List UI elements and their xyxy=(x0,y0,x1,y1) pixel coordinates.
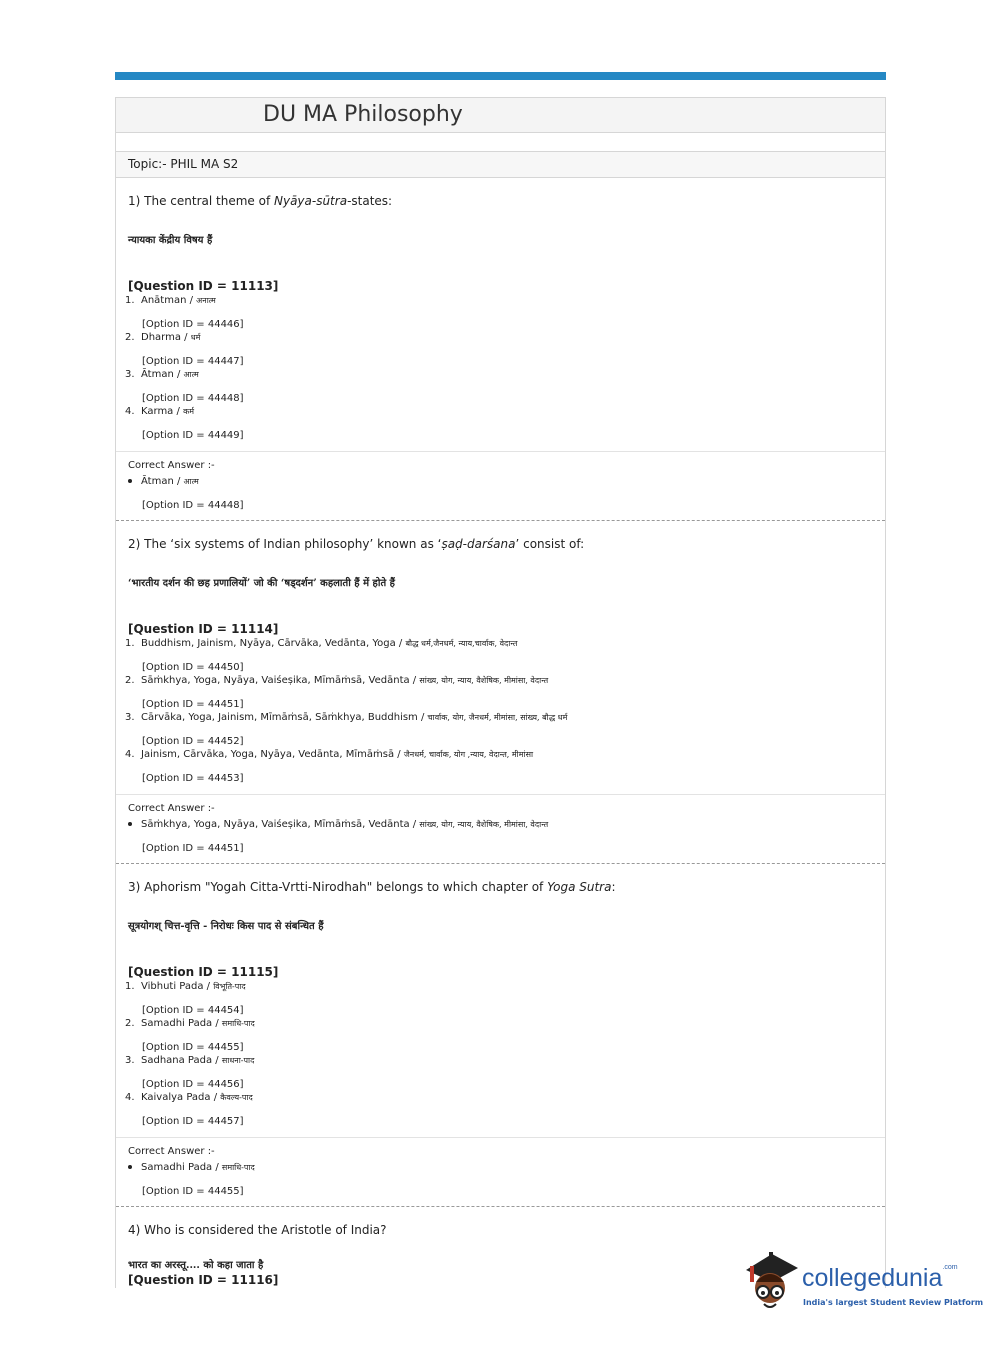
correct-answer-option-id: [Option ID = 44448] xyxy=(142,500,244,511)
question-text xyxy=(128,1223,885,1237)
question-text xyxy=(128,194,885,208)
option-number: 2. xyxy=(125,1018,135,1029)
option-hindi: जैनधर्म, चार्वाक, योग ,न्याय, वेदान्त, मीमांसा xyxy=(403,750,534,759)
option-id: [Option ID = 44450] xyxy=(142,662,244,673)
bullet-icon xyxy=(128,479,132,483)
option-id: [Option ID = 44447] xyxy=(142,356,244,367)
correct-answer-hindi: समाधि-पाद xyxy=(221,1163,255,1172)
question-text-start: Who is considered the Aristotle of India? xyxy=(144,1223,387,1237)
option-text: Anātman / xyxy=(141,295,193,306)
option-item xyxy=(125,638,885,649)
logo-wordmark: collegedunia$^{.com}$ xyxy=(802,1264,958,1292)
option-hindi: सांख्य, योग, न्याय, वैशेषिक, मीमांसा, वेदान्त xyxy=(419,676,549,685)
option-item xyxy=(125,332,885,343)
option-hindi: धर्म xyxy=(190,333,201,342)
question-paper xyxy=(115,97,886,1288)
option-item xyxy=(125,1092,885,1103)
question-text-italic: ṣaḍ-darśana xyxy=(441,537,516,551)
collegedunia-logo xyxy=(742,1248,984,1318)
correct-answer-label: Correct Answer :- xyxy=(128,460,215,471)
option-item xyxy=(125,1055,885,1066)
option-item xyxy=(125,675,885,686)
question-separator xyxy=(116,863,885,864)
correct-answer-text: Ātman / xyxy=(141,476,181,487)
question-text xyxy=(128,537,885,551)
option-item xyxy=(125,981,885,992)
option-hindi: बौद्ध धर्म,जैनधर्म, न्याय,चार्वाक, वेदान्त xyxy=(405,639,518,648)
correct-answer-hindi: सांख्य, योग, न्याय, वैशेषिक, मीमांसा, वेदान्त xyxy=(419,820,549,829)
option-hindi: कैवल्य-पाद xyxy=(220,1093,253,1102)
option-id: [Option ID = 44455] xyxy=(142,1042,244,1053)
option-number: 1. xyxy=(125,295,135,306)
correct-answer-label: Correct Answer :- xyxy=(128,1146,215,1157)
correct-answer-option xyxy=(128,1162,885,1173)
question-text-end: : xyxy=(611,880,616,894)
question-hindi: न्यायका केंद्रीय विषय हैं xyxy=(128,235,213,246)
question-separator xyxy=(116,520,885,521)
option-text: Buddhism, Jainism, Nyāya, Cārvāka, Vedānta, Yoga / xyxy=(141,638,403,649)
option-text: Jainism, Cārvāka, Yoga, Nyāya, Vedānta, Mīmāṁsā / xyxy=(141,749,401,760)
option-id: [Option ID = 44448] xyxy=(142,393,244,404)
question-number: 4) xyxy=(128,1223,141,1237)
question-text-italic: Yoga Sutra xyxy=(547,880,612,894)
question-text-italic: Nyāya-sūtra xyxy=(273,194,348,208)
question-list xyxy=(116,194,885,1287)
question-id: [Question ID = 11113] xyxy=(128,279,279,293)
page-title: DU MA Philosophy xyxy=(263,102,463,127)
option-id: [Option ID = 44451] xyxy=(142,699,244,710)
topic-label: Topic:- PHIL MA S2 xyxy=(116,152,885,178)
option-item xyxy=(125,712,885,723)
correct-answer-section xyxy=(116,794,885,854)
correct-answer-hindi: आत्म xyxy=(183,477,199,486)
option-id: [Option ID = 44449] xyxy=(142,430,244,441)
question-hindi: भारत का अरस्तू.... को कहा जाता है xyxy=(128,1260,264,1271)
title-row xyxy=(116,98,885,133)
option-hindi: अनात्म xyxy=(196,296,216,305)
option-id: [Option ID = 44446] xyxy=(142,319,244,330)
option-id: [Option ID = 44454] xyxy=(142,1005,244,1016)
option-hindi: चार्वाक, योग, जैनधर्म, मीमांसा, सांख्य, बौद्ध धर्म xyxy=(427,713,568,722)
mascot-icon xyxy=(742,1248,802,1318)
option-number: 1. xyxy=(125,638,135,649)
question-number: 1) xyxy=(128,194,141,208)
question-hindi: ‘भारतीय दर्शन की छह प्रणालियों’ जो की ‘षड्दर्शन’ कहलाती हैं में होते हैं xyxy=(128,578,395,589)
question-text-end: -states: xyxy=(347,194,393,208)
option-text: Sadhana Pada / xyxy=(141,1055,219,1066)
option-number: 3. xyxy=(125,1055,135,1066)
question-id: [Question ID = 11116] xyxy=(128,1273,279,1287)
question-text-start: Aphorism "Yogah Citta-Vrtti-Nirodhah" belongs to which chapter of xyxy=(144,880,548,894)
option-text: Karma / xyxy=(141,406,180,417)
option-text: Samadhi Pada / xyxy=(141,1018,219,1029)
correct-answer-text: Samadhi Pada / xyxy=(141,1162,219,1173)
option-text: Cārvāka, Yoga, Jainism, Mīmāṁsā, Sāṁkhya, Buddhism / xyxy=(141,712,425,723)
question-text-start: The central theme of xyxy=(144,194,274,208)
option-text: Kaivalya Pada / xyxy=(141,1092,218,1103)
option-id: [Option ID = 44453] xyxy=(142,773,244,784)
option-hindi: आत्म xyxy=(183,370,199,379)
option-item xyxy=(125,406,885,417)
correct-answer-text: Sāṁkhya, Yoga, Nyāya, Vaiśeṣika, Mīmāṁsā, Vedānta / xyxy=(141,819,417,830)
option-number: 4. xyxy=(125,406,135,417)
option-number: 2. xyxy=(125,675,135,686)
option-text: Ātman / xyxy=(141,369,181,380)
question-block xyxy=(116,537,885,864)
option-number: 2. xyxy=(125,332,135,343)
option-hindi: विभूति-पाद xyxy=(213,982,246,991)
option-hindi: समाधि-पाद xyxy=(221,1019,255,1028)
option-number: 3. xyxy=(125,712,135,723)
correct-answer-section xyxy=(116,1137,885,1197)
bullet-icon xyxy=(128,1165,132,1169)
question-number: 2) xyxy=(128,537,141,551)
question-block xyxy=(116,194,885,521)
option-id: [Option ID = 44456] xyxy=(142,1079,244,1090)
top-accent-bar xyxy=(115,72,886,80)
option-number: 4. xyxy=(125,1092,135,1103)
correct-answer-option-id: [Option ID = 44455] xyxy=(142,1186,244,1197)
question-separator xyxy=(116,1206,885,1207)
option-item xyxy=(125,749,885,760)
bullet-icon xyxy=(128,822,132,826)
correct-answer-option-id: [Option ID = 44451] xyxy=(142,843,244,854)
option-id: [Option ID = 44457] xyxy=(142,1116,244,1127)
correct-answer-label: Correct Answer :- xyxy=(128,803,215,814)
option-hindi: कर्म xyxy=(183,407,194,416)
option-item xyxy=(125,295,885,306)
question-id: [Question ID = 11115] xyxy=(128,965,279,979)
correct-answer-section xyxy=(116,451,885,511)
option-number: 3. xyxy=(125,369,135,380)
correct-answer-option xyxy=(128,819,885,830)
question-id: [Question ID = 11114] xyxy=(128,622,279,636)
question-text-start: The ‘six systems of Indian philosophy’ known as ‘ xyxy=(144,537,442,551)
correct-answer-option xyxy=(128,476,885,487)
question-number: 3) xyxy=(128,880,141,894)
option-text: Vibhuti Pada / xyxy=(141,981,211,992)
option-text: Dharma / xyxy=(141,332,188,343)
logo-tagline: India's largest Student Review Platform xyxy=(803,1298,984,1307)
option-text: Sāṁkhya, Yoga, Nyāya, Vaiśeṣika, Mīmāṁsā, Vedānta / xyxy=(141,675,417,686)
question-hindi: सूत्रयोगश् चित्त-वृत्ति - निरोधः किस पाद से संबन्धित हैं xyxy=(128,921,324,932)
question-text-end: ’ consist of: xyxy=(515,537,585,551)
option-id: [Option ID = 44452] xyxy=(142,736,244,747)
option-item xyxy=(125,369,885,380)
question-text xyxy=(128,880,885,894)
option-number: 4. xyxy=(125,749,135,760)
option-hindi: साधना-पाद xyxy=(221,1056,255,1065)
option-item xyxy=(125,1018,885,1029)
option-number: 1. xyxy=(125,981,135,992)
question-block xyxy=(116,880,885,1207)
